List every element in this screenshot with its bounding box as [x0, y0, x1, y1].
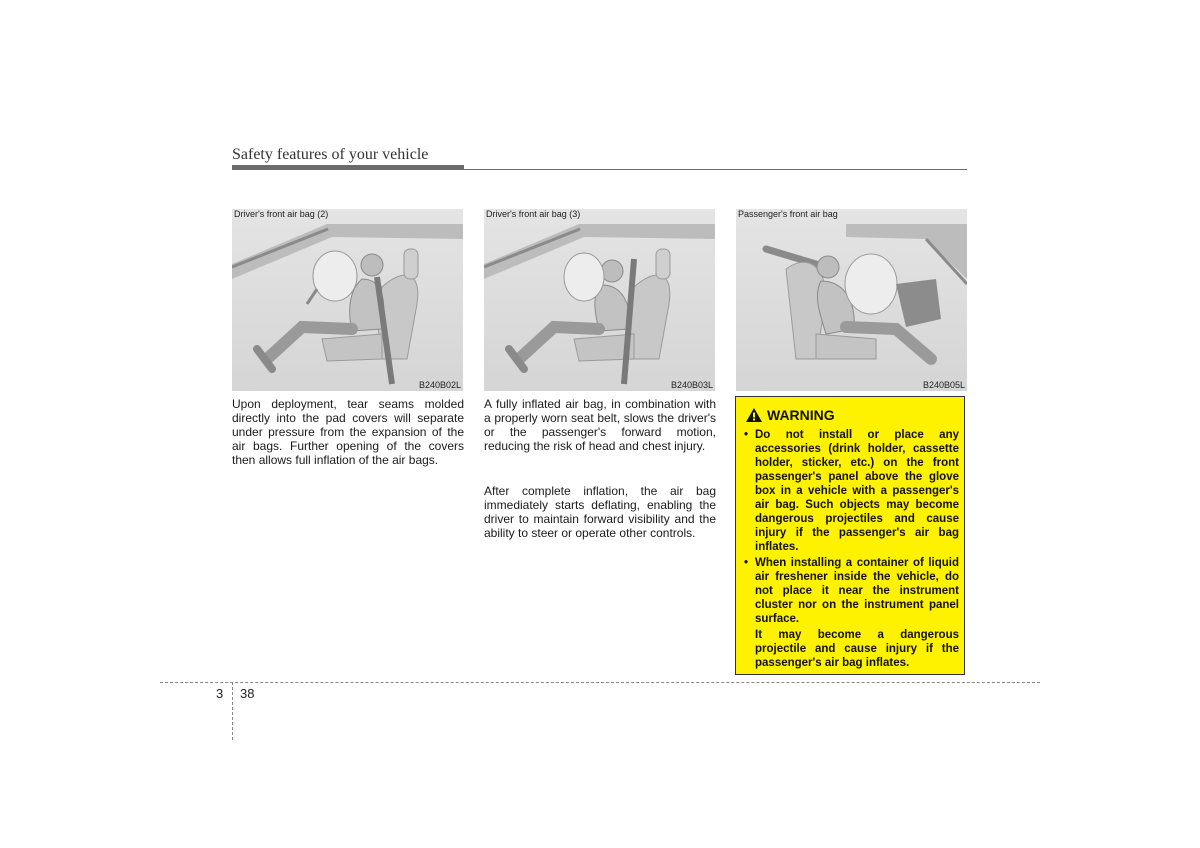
col2-paragraph-2: After complete inflation, the air bag immediately starts deflating, enabling the driver to maintain forward visibility and the ability to steer or operate other controls. [484, 484, 716, 540]
warning-item-text: Do not install or place any accessories (drink holder, cassette holder, sticker, etc.) on the front passenger's panel above the glove box in a vehicle with a passenger's air bag. Such objects may become dangerous projectiles and cause injury if the passenger's air bag inflates. [755, 429, 959, 553]
footer-rule [160, 682, 1040, 683]
footer-divider [232, 682, 233, 740]
figure-driver-airbag-2 [232, 209, 463, 391]
warning-box [735, 396, 965, 675]
figure-caption: Driver's front air bag (2) [234, 209, 329, 219]
figure-passenger-airbag [736, 209, 967, 391]
warning-item [744, 428, 959, 554]
warning-item [744, 556, 959, 670]
bullet: • [744, 557, 749, 569]
warning-item-text: When installing a container of liquid air freshener inside the vehicle, do not place it near the instrument cluster nor on the instrument panel surface. [755, 557, 959, 625]
bullet: • [744, 429, 749, 441]
figure-code: B240B03L [670, 380, 713, 390]
col1-paragraph-1: Upon deployment, tear seams molded directly into the pad covers will separate under pressure from the expansion of the air bags. Further opening of the covers then allows full inflation of the air bags. [232, 397, 464, 467]
warning-heading [746, 407, 835, 423]
section-title: Safety features of your vehicle [232, 146, 429, 163]
warning-triangle-icon [746, 408, 762, 422]
col2-paragraph-1: A fully inflated air bag, in combination with a properly worn seat belt, slows the driver's or the passenger's forward motion, reducing the risk of head and chest injury. [484, 397, 716, 453]
figure-caption: Driver's front air bag (3) [486, 209, 581, 219]
driver-airbag-illustration [232, 209, 463, 391]
header-rule-thick [232, 165, 464, 170]
header-rule-thin [464, 169, 967, 170]
warning-list [744, 428, 959, 672]
passenger-airbag-illustration [736, 209, 967, 391]
page-number: 38 [240, 686, 255, 701]
figure-code: B240B05L [922, 380, 965, 390]
figure-driver-airbag-3 [484, 209, 715, 391]
warning-item-extra: It may become a dangerous projectile and cause injury if the passenger's air bag inflates. [755, 629, 959, 669]
warning-title: WARNING [767, 407, 835, 423]
figure-caption: Passenger's front air bag [738, 209, 838, 219]
figure-code: B240B02L [418, 380, 461, 390]
driver-airbag-deployed-illustration [484, 209, 715, 391]
section-number: 3 [216, 686, 224, 701]
